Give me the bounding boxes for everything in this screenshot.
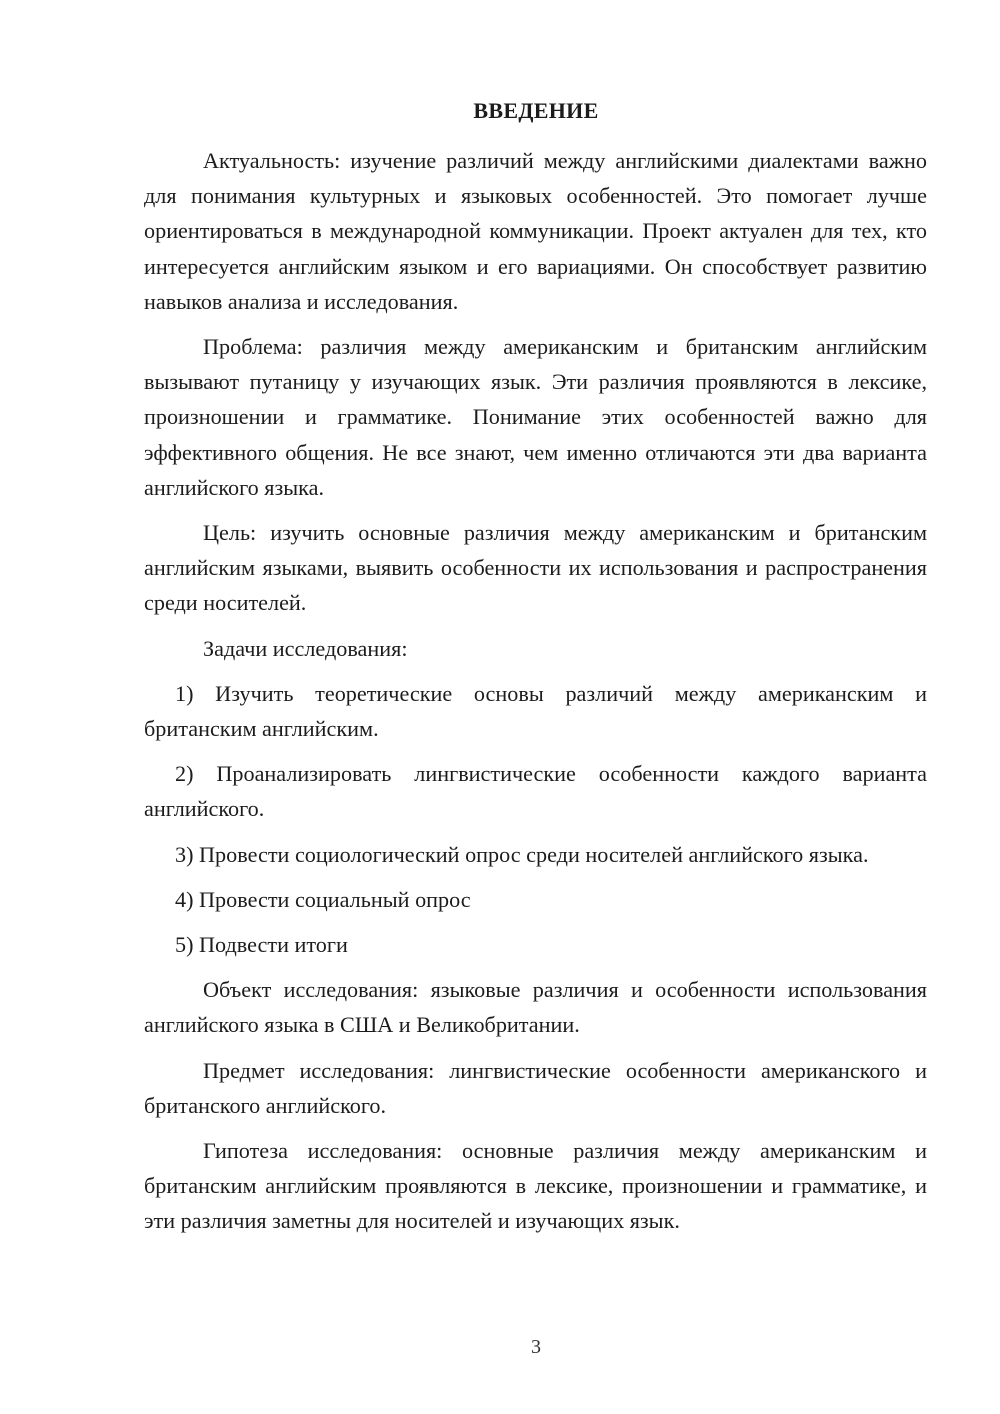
page-number: 3 bbox=[531, 1336, 541, 1358]
task-item-5: 5) Подвести итоги bbox=[175, 932, 348, 958]
paragraph-object: Объект исследования: языковые различия и особенности использования английского языка в США и Великобритании. bbox=[144, 977, 927, 1038]
paragraph-relevance: Актуальность: изучение различий между английскими диалектами важно для понимания культурных и языковых особенностей. Это помогает лучше ориентироваться в международной коммуникации. Проект актуален для тех, кто интересуется английским языком и его вариациями. Он способствует развитию навыков анализа и исследования. bbox=[144, 148, 927, 314]
task-item-2: 2) Проанализировать лингвистические особенности каждого варианта английского. bbox=[144, 761, 927, 822]
paragraph-hypothesis: Гипотеза исследования: основные различия между американским и британским английским проявляются в лексике, произношении и грамматике, и эти различия заметны для носителей и изучающих язык. bbox=[144, 1138, 927, 1234]
task-item-1: 1) Изучить теоретические основы различий между американским и британским английским. bbox=[144, 680, 927, 742]
paragraph-problem: Проблема: различия между американским и британским английским вызывают путаницу у изучающих язык. Эти различия проявляются в лексике, произношении и грамматике. Понимание этих особенностей важно для эффективного общения. Не все знают, чем именно отличаются эти два варианта английского языка. bbox=[144, 334, 927, 500]
tasks-heading: Задачи исследования: bbox=[203, 635, 408, 661]
paragraph-subject: Предмет исследования: лингвистические особенности американского и британского английского. bbox=[144, 1057, 927, 1118]
task-item-3: 3) Провести социологический опрос среди носителей английского языка. bbox=[175, 841, 869, 867]
page-title: ВВЕДЕНИЕ bbox=[473, 98, 599, 123]
paragraph-goal: Цель: изучить основные различия между американским и британским английским языками, выявить особенности их использования и распространения среди носителей. bbox=[144, 520, 927, 616]
document-body bbox=[144, 143, 927, 1239]
task-item-4: 4) Провести социальный опрос bbox=[175, 886, 471, 912]
